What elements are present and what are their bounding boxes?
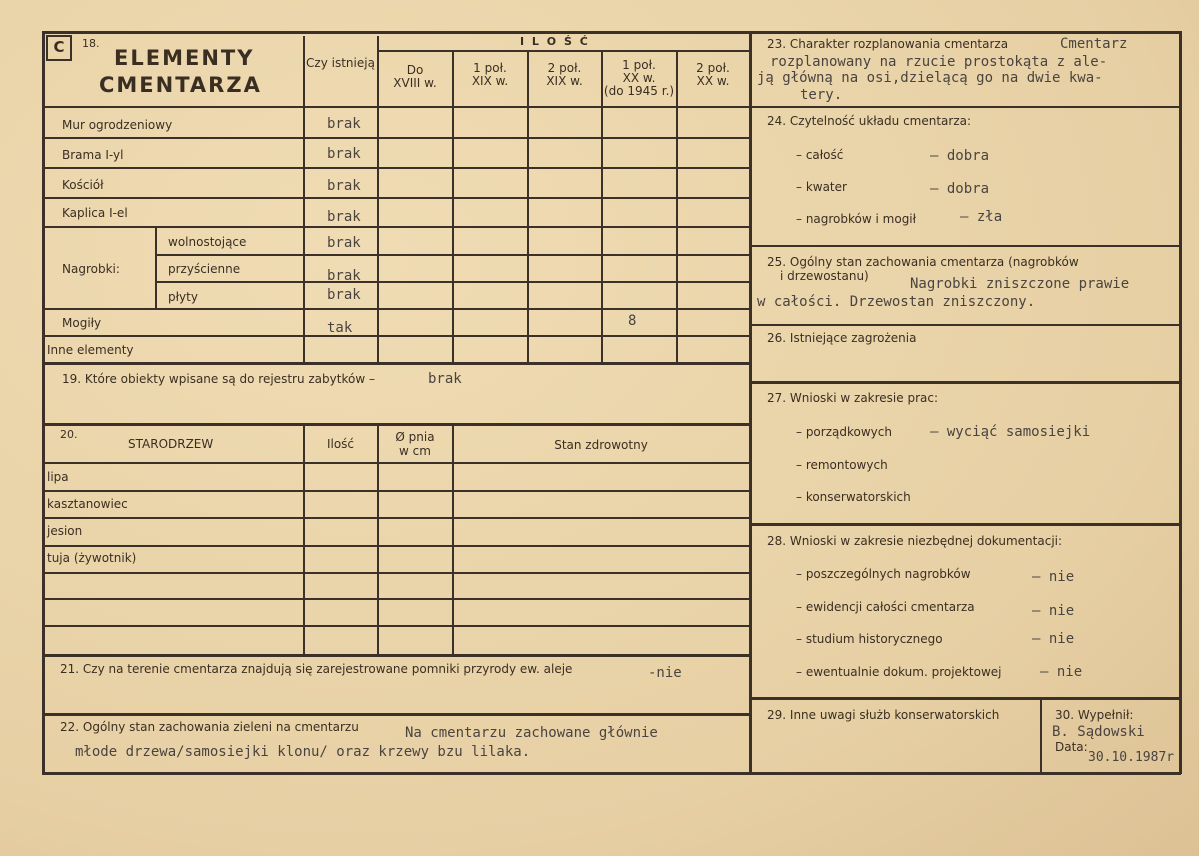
- period-header: 1 poł. XIX w.: [471, 61, 509, 88]
- section-22-text-1: Na cmentarzu zachowane głównie: [405, 725, 658, 741]
- row-label: Mur ogrodzeniowy: [62, 118, 173, 132]
- nagrobki-value: brak: [327, 268, 361, 284]
- row-label: Kościół: [62, 178, 104, 192]
- section-28-item: – ewentualnie dokum. projektowej: [796, 665, 1002, 679]
- section-25-label-1: 25. Ogólny stan zachowania cmentarza (nagrobków: [767, 255, 1079, 269]
- section-28-value: – nie: [1040, 664, 1083, 680]
- col-pnia: Ø pnia w cm: [395, 430, 435, 458]
- nagrobki-type: płyty: [168, 290, 198, 304]
- nagrobki-value: brak: [327, 235, 361, 251]
- section-18-title-2: CMENTARZA: [99, 73, 262, 97]
- section-23-label: 23. Charakter rozplanowania cmentarza: [767, 37, 1009, 51]
- bottom-border-left: [42, 772, 751, 775]
- date-label: Data:: [1055, 740, 1088, 754]
- section-25-label-2: i drzewostanu): [780, 269, 869, 283]
- section-28-value: – nie: [1032, 603, 1075, 619]
- section-24-item: – kwater: [796, 180, 847, 194]
- section-28-value: – nie: [1032, 569, 1075, 585]
- row-value: brak: [327, 116, 361, 132]
- starodrzew-title: STARODRZEW: [128, 437, 214, 451]
- nagrobki-type: przyścienne: [168, 262, 241, 276]
- row-value: brak: [327, 178, 361, 194]
- section-24-item: – nagrobków i mogił: [796, 212, 917, 226]
- inne-label: Inne elementy: [47, 343, 134, 357]
- category-letter: C: [53, 38, 65, 56]
- section-30-label: 30. Wypełnił:: [1055, 708, 1134, 722]
- section-27-item: – remontowych: [796, 458, 888, 472]
- section-21-label: 21. Czy na terenie cmentarza znajdują się zarejestrowane pomniki przyrody ew. aleje: [60, 662, 573, 676]
- section-23-text-4: tery.: [800, 87, 843, 103]
- section-28-value: – nie: [1032, 631, 1075, 647]
- section-21-value: -nie: [648, 665, 682, 681]
- nagrobki-type: wolnostojące: [168, 235, 247, 249]
- top-border-left: [42, 31, 751, 34]
- section-19-value: brak: [428, 371, 462, 387]
- section-23-text-2: rozplanowany na rzucie prostokąta z ale-: [770, 54, 1108, 70]
- section-18-title-1: ELEMENTY: [114, 46, 255, 70]
- section-20-number: 20.: [60, 428, 78, 441]
- period-header: 2 poł. XIX w.: [546, 61, 583, 88]
- section-28-item: – poszczególnych nagrobków: [796, 567, 971, 581]
- section-23-text-1: Cmentarz: [1060, 36, 1128, 52]
- section-28-item: – ewidencji całości cmentarza: [796, 600, 975, 614]
- section-18-number: 18.: [82, 37, 100, 50]
- tree-row: kasztanowiec: [47, 497, 128, 511]
- section-22-text-2: młode drzewa/samosiejki klonu/ oraz krzewy bzu lilaka.: [75, 744, 531, 760]
- mogily-value: tak: [327, 320, 353, 336]
- section-28-item: – studium historycznego: [796, 632, 943, 646]
- section-26-label: 26. Istniejące zagrożenia: [767, 331, 917, 345]
- period-header: Do XVIII w.: [393, 63, 437, 90]
- section-24-item: – całość: [796, 148, 844, 162]
- mogily-label: Mogiły: [62, 316, 102, 330]
- row-value: brak: [327, 146, 361, 162]
- section-24-value: – dobra: [930, 148, 990, 164]
- section-24-value: – dobra: [930, 181, 990, 197]
- section-25-text-1: Nagrobki zniszczone prawie: [910, 276, 1130, 292]
- row-label: Brama I-yl: [62, 148, 124, 162]
- row-label: Kaplica I-el: [62, 206, 128, 220]
- section-23-text-3: ją główną na osi,dzielącą go na dwie kwa-: [757, 70, 1103, 86]
- mogily-count: 8: [628, 313, 637, 329]
- section-25-text-2: w całości. Drzewostan zniszczony.: [757, 294, 1036, 310]
- nagrobki-label: Nagrobki:: [62, 262, 120, 276]
- section-27-label: 27. Wnioski w zakresie prac:: [767, 391, 939, 405]
- section-28-label: 28. Wnioski w zakresie niezbędnej dokumentacji:: [767, 534, 1063, 548]
- col-ilosc: Ilość: [326, 437, 355, 451]
- row-value: brak: [327, 209, 361, 225]
- left-border: [42, 31, 45, 774]
- section-19-label: 19. Które obiekty wpisane są do rejestru zabytków –: [62, 372, 375, 386]
- nagrobki-value: brak: [327, 287, 361, 303]
- section-24-value: – zła: [960, 209, 1003, 225]
- tree-row: tuja (żywotnik): [47, 551, 137, 565]
- section-22-label: 22. Ogólny stan zachowania zieleni na cmentarzu: [60, 720, 359, 734]
- section-27-item: – porządkowych: [796, 425, 892, 439]
- right-border: [1179, 31, 1182, 774]
- category-box: [46, 35, 72, 61]
- filled-by-name: B. Sądowski: [1052, 724, 1145, 740]
- section-29-label: 29. Inne uwagi służb konserwatorskich: [767, 708, 1000, 722]
- middle-border: [749, 31, 752, 774]
- period-header: 2 poł. XX w.: [696, 61, 730, 88]
- period-header: 1 poł. XX w. (do 1945 r.): [603, 58, 675, 98]
- section-24-label: 24. Czytelność układu cmentarza:: [767, 114, 972, 128]
- section-27-item: – konserwatorskich: [796, 490, 911, 504]
- tree-row: lipa: [47, 470, 69, 484]
- section-27-value: – wyciąć samosiejki: [930, 424, 1091, 440]
- exists-header: Czy istnieją: [306, 56, 375, 70]
- ilosc-header: I L O Ś Ć: [520, 35, 590, 48]
- col-stan: Stan zdrowotny: [554, 438, 648, 452]
- tree-row: jesion: [47, 524, 83, 538]
- date-value: 30.10.1987r: [1088, 750, 1175, 765]
